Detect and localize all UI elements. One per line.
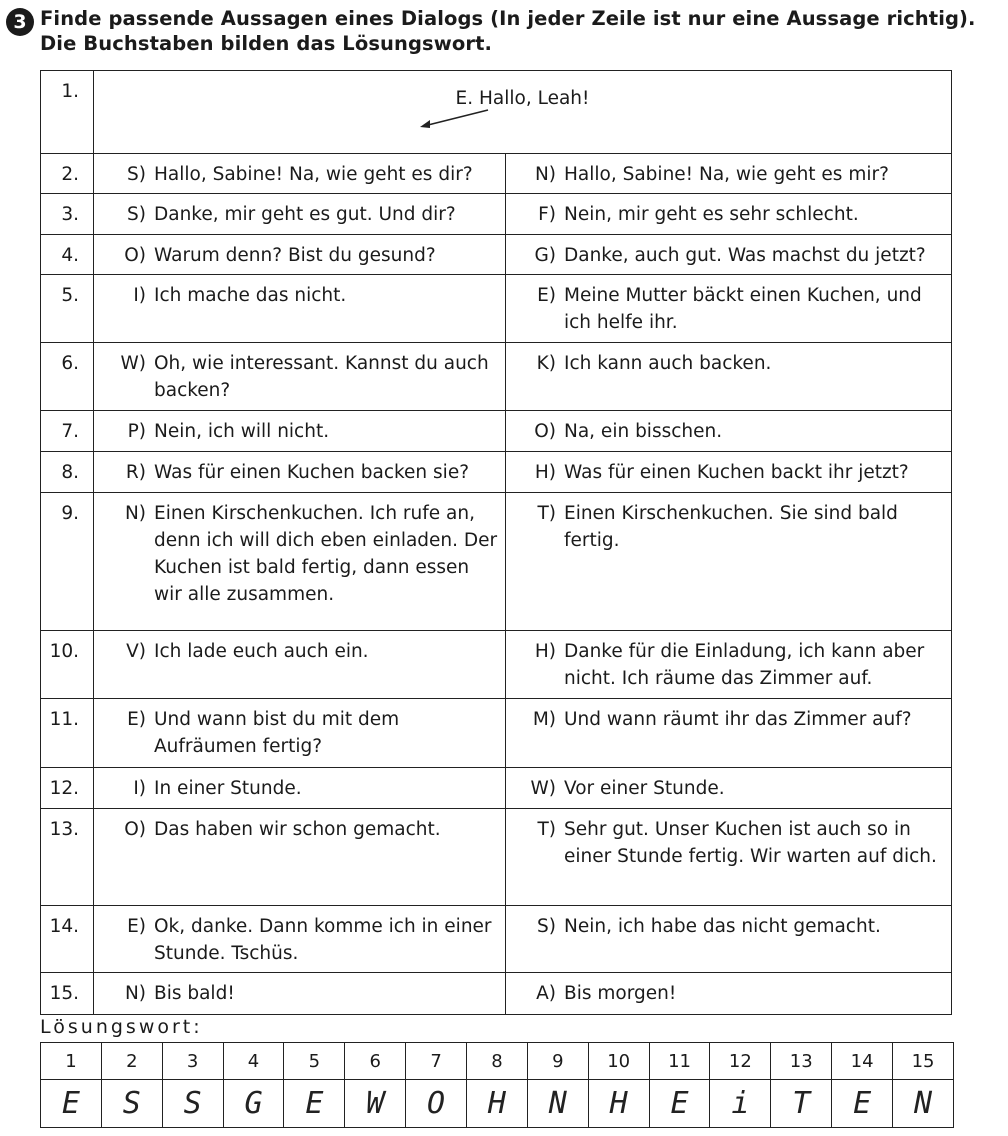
loesungswort-label: Lösungswort: — [40, 1016, 203, 1038]
option-letter: W) — [120, 353, 146, 374]
option-left — [94, 235, 505, 269]
row-number: 5. — [41, 275, 94, 343]
loesungswort-letter: N — [527, 1080, 588, 1128]
loesungswort-number: 1 — [41, 1043, 102, 1080]
row-number: 4. — [41, 235, 94, 275]
option-cell-left — [94, 154, 506, 194]
option-left — [94, 411, 505, 445]
loesungswort-letters-row — [41, 1080, 954, 1128]
option-right — [506, 275, 951, 336]
dialog-table — [40, 70, 952, 1015]
option-cell-right — [506, 275, 952, 343]
option-letter: H) — [534, 462, 556, 483]
loesungswort-number: 9 — [527, 1043, 588, 1080]
option-cell-left — [94, 699, 506, 768]
option-letter: T) — [537, 503, 556, 524]
option-right — [506, 973, 951, 1007]
loesungswort-letter: E — [832, 1080, 893, 1128]
option-text: Danke, mir geht es gut. Und dir? — [154, 204, 456, 225]
option-left — [94, 275, 505, 309]
row-number: 13. — [41, 809, 94, 906]
dialog-row — [41, 154, 952, 194]
option-letter: P) — [127, 421, 146, 442]
dialog-row — [41, 809, 952, 906]
loesungswort-letter: H — [588, 1080, 649, 1128]
option-cell-left — [94, 973, 506, 1015]
dialog-row — [41, 973, 952, 1015]
option-right — [506, 768, 951, 802]
option-letter: I) — [133, 778, 146, 799]
option-text: Danke, auch gut. Was machst du jetzt? — [564, 245, 926, 266]
row-number: 15. — [41, 973, 94, 1015]
option-text: Und wann räumt ihr das Zimmer auf? — [564, 709, 912, 730]
option-cell-right — [506, 154, 952, 194]
option-letter: G) — [534, 245, 556, 266]
option-text: Und wann bist du mit dem Aufräumen fertig? — [154, 709, 400, 757]
row-number: 7. — [41, 411, 94, 452]
loesungswort-grid — [40, 1042, 954, 1128]
option-letter: H) — [534, 641, 556, 662]
option-left — [94, 343, 505, 404]
option-text: Bis morgen! — [564, 983, 677, 1004]
option-cell-right — [506, 452, 952, 493]
task-instruction: Finde passende Aussagen eines Dialogs (In jeder Zeile ist nur eine Aussage richtig). Die Buchstaben bilden das Lösungswort. — [40, 7, 976, 55]
option-cell-left — [94, 411, 506, 452]
dialog-row — [41, 452, 952, 493]
option-text: Warum denn? Bist du gesund? — [154, 245, 436, 266]
option-letter: E) — [537, 285, 556, 306]
option-letter: O) — [124, 819, 146, 840]
option-text: Hallo, Sabine! Na, wie geht es mir? — [564, 164, 889, 185]
option-cell-right — [506, 343, 952, 411]
option-left — [94, 194, 505, 228]
loesungswort-number: 15 — [893, 1043, 954, 1080]
loesungswort-number: 5 — [284, 1043, 345, 1080]
task-header — [6, 6, 996, 56]
option-letter: T) — [537, 819, 556, 840]
option-letter: S) — [127, 164, 146, 185]
option-right — [506, 452, 951, 486]
option-text: Einen Kirschenkuchen. Ich rufe an, denn ich will dich eben einladen. Der Kuchen ist bald fertig, dann essen wir alle zusammen. — [154, 503, 498, 605]
option-text: Oh, wie interessant. Kannst du auch backen? — [154, 353, 489, 401]
loesungswort-letter: E — [41, 1080, 102, 1128]
option-cell-left — [94, 809, 506, 906]
option-letter: K) — [536, 353, 556, 374]
option-left — [94, 809, 505, 843]
option-letter: E) — [127, 916, 146, 937]
option-letter: N) — [124, 983, 146, 1004]
option-right — [506, 411, 951, 445]
option-text: Nein, mir geht es sehr schlecht. — [564, 204, 859, 225]
option-letter: W) — [530, 778, 556, 799]
dialog-row — [41, 768, 952, 809]
option-cell-right — [506, 906, 952, 973]
loesungswort-number: 11 — [649, 1043, 710, 1080]
option-text: Nein, ich will nicht. — [154, 421, 330, 442]
loesungswort-letter: i — [710, 1080, 771, 1128]
option-text: Nein, ich habe das nicht gemacht. — [564, 916, 881, 937]
arrow-icon — [418, 104, 490, 130]
loesungswort-letter: N — [893, 1080, 954, 1128]
dialog-greeting: E. Hallo, Leah! — [455, 88, 590, 109]
option-right — [506, 699, 951, 733]
dialog-row — [41, 631, 952, 699]
option-text: Meine Mutter bäckt einen Kuchen, und ich helfe ihr. — [564, 285, 922, 333]
option-left — [94, 768, 505, 802]
loesungswort-letter: S — [162, 1080, 223, 1128]
option-cell-left — [94, 235, 506, 275]
loesungswort-number: 6 — [345, 1043, 406, 1080]
loesungswort-letter: S — [101, 1080, 162, 1128]
dialog-row — [41, 906, 952, 973]
option-letter: R) — [125, 462, 146, 483]
row-number: 2. — [41, 154, 94, 194]
option-text: Was für einen Kuchen backt ihr jetzt? — [564, 462, 909, 483]
option-cell-right — [506, 809, 952, 906]
option-right — [506, 154, 951, 188]
option-right — [506, 343, 951, 377]
row-number: 3. — [41, 194, 94, 235]
row-number: 14. — [41, 906, 94, 973]
option-text: Einen Kirschenkuchen. Sie sind bald fertig. — [564, 503, 898, 551]
option-left — [94, 631, 505, 665]
dialog-row — [41, 493, 952, 631]
loesungswort-letter: O — [406, 1080, 467, 1128]
row-number: 11. — [41, 699, 94, 768]
option-letter: F) — [538, 204, 556, 225]
option-cell-left — [94, 493, 506, 631]
option-text: Danke für die Einladung, ich kann aber nicht. Ich räume das Zimmer auf. — [564, 641, 925, 689]
option-letter: O) — [124, 245, 146, 266]
option-cell-left — [94, 906, 506, 973]
loesungswort-letter: W — [345, 1080, 406, 1128]
option-right — [506, 493, 951, 554]
loesungswort-number: 7 — [406, 1043, 467, 1080]
loesungswort-number: 10 — [588, 1043, 649, 1080]
loesungswort-number: 12 — [710, 1043, 771, 1080]
option-text: Was für einen Kuchen backen sie? — [154, 462, 470, 483]
option-text: Ich lade euch auch ein. — [154, 641, 369, 662]
option-right — [506, 194, 951, 228]
row-number: 12. — [41, 768, 94, 809]
option-left — [94, 699, 505, 760]
dialog-row — [41, 343, 952, 411]
dialog-greeting-cell — [94, 71, 952, 154]
option-right — [506, 809, 951, 870]
option-left — [94, 493, 505, 608]
option-letter: S) — [537, 916, 556, 937]
option-cell-right — [506, 493, 952, 631]
option-letter: N) — [534, 164, 556, 185]
option-right — [506, 906, 951, 940]
row-number: 1. — [41, 71, 94, 154]
dialog-row-1 — [41, 71, 952, 154]
option-cell-right — [506, 235, 952, 275]
option-letter: M) — [532, 709, 556, 730]
dialog-row — [41, 194, 952, 235]
dialog-row — [41, 275, 952, 343]
option-letter: O) — [534, 421, 556, 442]
row-number: 9. — [41, 493, 94, 631]
option-right — [506, 631, 951, 692]
option-text: Ok, danke. Dann komme ich in einer Stunde. Tschüs. — [154, 916, 492, 964]
option-cell-right — [506, 411, 952, 452]
option-letter: V) — [126, 641, 146, 662]
option-cell-left — [94, 452, 506, 493]
loesungswort-letter: H — [467, 1080, 528, 1128]
option-text: Das haben wir schon gemacht. — [154, 819, 441, 840]
option-left — [94, 973, 505, 1007]
loesungswort-letter: E — [649, 1080, 710, 1128]
loesungswort-number: 4 — [223, 1043, 284, 1080]
option-cell-right — [506, 699, 952, 768]
option-cell-right — [506, 194, 952, 235]
task-number-badge: 3 — [6, 8, 34, 36]
loesungswort-number: 3 — [162, 1043, 223, 1080]
loesungswort-numbers-row — [41, 1043, 954, 1080]
dialog-row — [41, 411, 952, 452]
option-cell-left — [94, 768, 506, 809]
loesungswort-number: 2 — [101, 1043, 162, 1080]
option-left — [94, 154, 505, 188]
option-cell-left — [94, 343, 506, 411]
option-cell-left — [94, 194, 506, 235]
option-cell-right — [506, 631, 952, 699]
option-letter: E) — [127, 709, 146, 730]
row-number: 8. — [41, 452, 94, 493]
option-left — [94, 452, 505, 486]
row-number: 10. — [41, 631, 94, 699]
option-letter: S) — [127, 204, 146, 225]
dialog-row — [41, 699, 952, 768]
option-text: In einer Stunde. — [154, 778, 302, 799]
row-number: 6. — [41, 343, 94, 411]
option-cell-left — [94, 631, 506, 699]
option-cell-left — [94, 275, 506, 343]
option-cell-right — [506, 768, 952, 809]
loesungswort-letter: G — [223, 1080, 284, 1128]
option-text: Hallo, Sabine! Na, wie geht es dir? — [154, 164, 473, 185]
loesungswort-letter: T — [771, 1080, 832, 1128]
loesungswort-letter: E — [284, 1080, 345, 1128]
option-right — [506, 235, 951, 269]
option-text: Vor einer Stunde. — [564, 778, 725, 799]
option-text: Sehr gut. Unser Kuchen ist auch so in einer Stunde fertig. Wir warten auf dich. — [564, 819, 937, 867]
loesungswort-number: 13 — [771, 1043, 832, 1080]
option-letter: A) — [536, 983, 556, 1004]
option-cell-right — [506, 973, 952, 1015]
option-letter: N) — [124, 503, 146, 524]
loesungswort-number: 8 — [467, 1043, 528, 1080]
option-text: Ich kann auch backen. — [564, 353, 772, 374]
loesungswort-number: 14 — [832, 1043, 893, 1080]
option-text: Na, ein bisschen. — [564, 421, 723, 442]
option-text: Bis bald! — [154, 983, 235, 1004]
option-left — [94, 906, 505, 967]
dialog-row — [41, 235, 952, 275]
option-text: Ich mache das nicht. — [154, 285, 347, 306]
option-letter: I) — [133, 285, 146, 306]
